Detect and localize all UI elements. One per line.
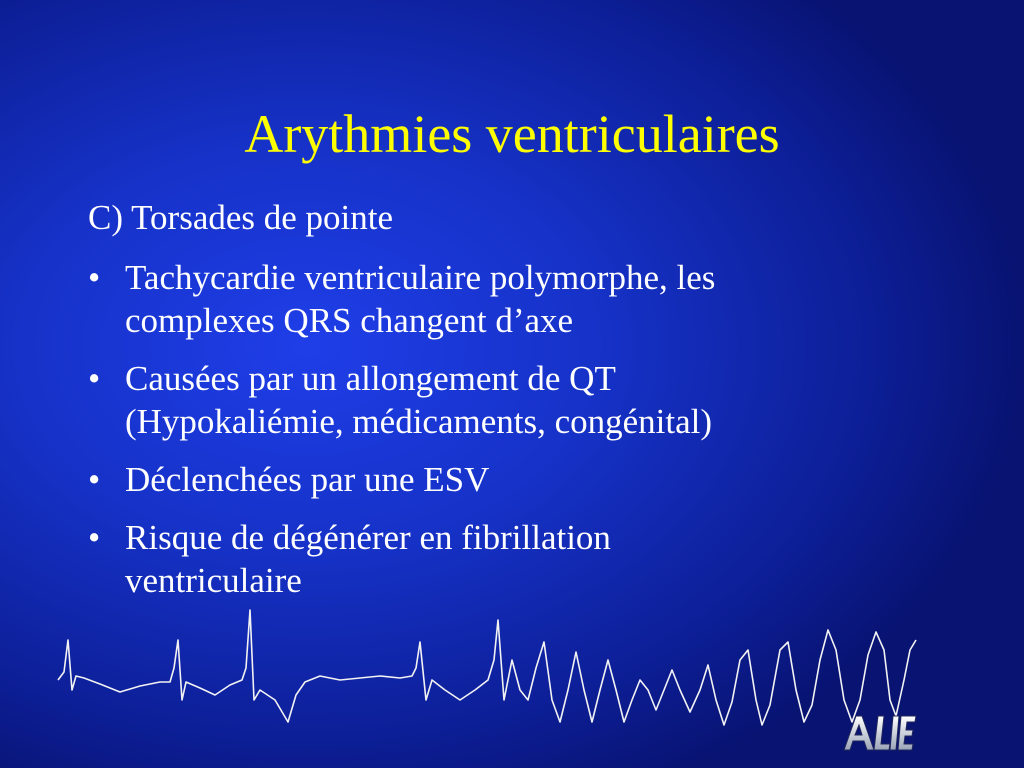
slide-subtitle: C) Torsades de pointe bbox=[88, 198, 394, 237]
bullet-line: Risque de dégénérer en fibrillation bbox=[125, 518, 611, 557]
slide-title: Arythmies ventriculaires bbox=[244, 104, 780, 164]
alie-logo bbox=[838, 708, 920, 754]
bullet-item bbox=[88, 256, 968, 342]
bullet-list bbox=[88, 256, 968, 602]
bullet-item bbox=[88, 458, 968, 501]
bullet-line: Déclenchées par une ESV bbox=[125, 460, 490, 499]
bullet-line: Tachycardie ventriculaire polymorphe, les bbox=[125, 258, 716, 297]
ecg-waveform bbox=[58, 610, 916, 725]
bullet-line: complexes QRS changent d’axe bbox=[125, 301, 574, 340]
bullet-marker: • bbox=[88, 460, 101, 499]
bullet-line: (Hypokaliémie, médicaments, congénital) bbox=[125, 402, 713, 441]
bullet-line: Causées par un allongement de QT bbox=[125, 359, 616, 398]
bullet-item bbox=[88, 516, 968, 602]
bullet-item bbox=[88, 357, 968, 443]
bullet-marker: • bbox=[88, 518, 101, 557]
bullet-marker: • bbox=[88, 258, 101, 297]
slide-body bbox=[88, 196, 968, 617]
bullet-marker: • bbox=[88, 359, 101, 398]
bullet-line: ventriculaire bbox=[125, 561, 302, 600]
